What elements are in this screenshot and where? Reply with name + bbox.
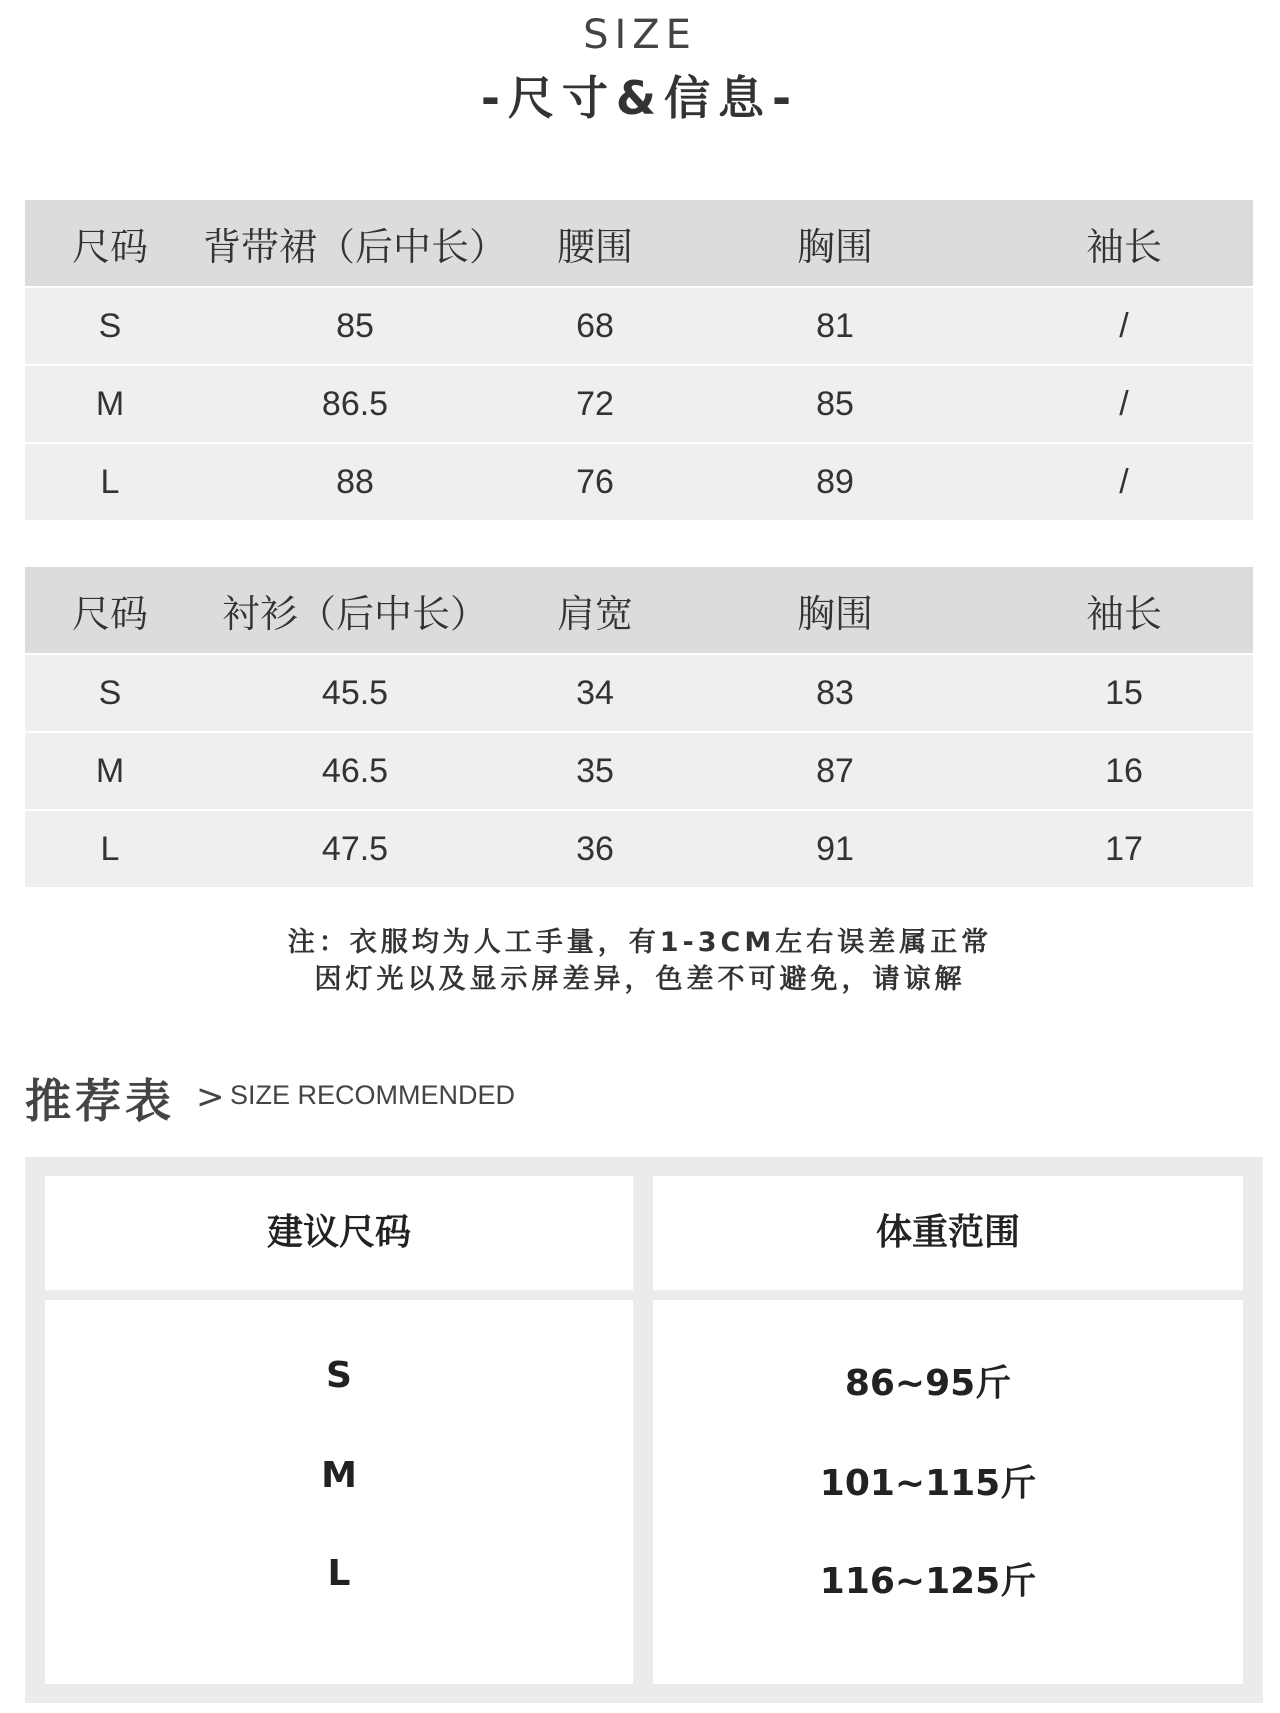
column-header-size: 尺码 [25,567,195,654]
cell-length: 88 [195,443,515,520]
cell-size: S [25,287,195,365]
recommend-header-weight: 体重范围 [653,1176,1243,1290]
cell-waist: 76 [515,443,675,520]
table-row [25,810,1253,887]
cell-length: 45.5 [195,654,515,732]
table-row [25,287,1253,365]
column-header-length: 衬衫（后中长） [195,567,515,654]
measurement-note [0,924,1280,998]
cell-bust: 91 [675,810,995,887]
recommend-weight: 86~95斤 [844,1363,1012,1404]
cell-bust: 85 [675,365,995,443]
cell-size: L [25,810,195,887]
cell-bust: 89 [675,443,995,520]
dress-size-table [25,200,1253,520]
column-header-bust: 胸围 [675,200,995,287]
cell-shoulder: 35 [515,732,675,810]
recommend-title: 推荐表 [25,1074,175,1128]
table-header-row [25,567,1253,654]
cell-sleeve: / [995,365,1253,443]
size-header-zh: -尺寸&信息- [480,71,800,125]
table-row [25,654,1253,732]
note-line-2: 因灯光以及显示屏差异，色差不可避免，请谅解 [314,964,966,995]
recommend-weight: 101~115斤 [819,1463,1037,1504]
cell-sleeve: 17 [995,810,1253,887]
cell-shoulder: 34 [515,654,675,732]
cell-size: M [25,365,195,443]
column-header-waist: 腰围 [515,200,675,287]
recommend-size: L [327,1553,351,1594]
cell-bust: 81 [675,287,995,365]
cell-shoulder: 36 [515,810,675,887]
cell-sleeve: / [995,287,1253,365]
shirt-size-table [25,567,1253,887]
cell-waist: 72 [515,365,675,443]
recommend-size-column [45,1300,633,1684]
cell-size: L [25,443,195,520]
recommend-size: S [326,1355,352,1396]
cell-sleeve: 16 [995,732,1253,810]
cell-bust: 87 [675,732,995,810]
table-header-row [25,200,1253,287]
recommend-subtitle: SIZE RECOMMENDED [230,1080,516,1110]
recommend-header-size: 建议尺码 [45,1176,633,1290]
recommend-weight-column [653,1300,1243,1684]
column-header-size: 尺码 [25,200,195,287]
column-header-sleeve: 袖长 [995,567,1253,654]
chevron-right-icon: > [196,1077,225,1117]
cell-bust: 83 [675,654,995,732]
cell-sleeve: 15 [995,654,1253,732]
cell-length: 47.5 [195,810,515,887]
cell-size: M [25,732,195,810]
recommend-table [25,1157,1263,1703]
cell-size: S [25,654,195,732]
column-header-length: 背带裙（后中长） [195,200,515,287]
note-line-1: 注：衣服均为人工手量，有1-3CM左右误差属正常 [287,927,993,958]
recommend-weight: 116~125斤 [819,1561,1037,1602]
column-header-sleeve: 袖长 [995,200,1253,287]
table-row [25,365,1253,443]
column-header-bust: 胸围 [675,567,995,654]
recommend-size: M [321,1455,357,1496]
cell-length: 46.5 [195,732,515,810]
size-header-en: SIZE [583,12,697,58]
cell-length: 86.5 [195,365,515,443]
column-header-shoulder: 肩宽 [515,567,675,654]
table-row [25,732,1253,810]
cell-waist: 68 [515,287,675,365]
cell-length: 85 [195,287,515,365]
cell-sleeve: / [995,443,1253,520]
table-row [25,443,1253,520]
